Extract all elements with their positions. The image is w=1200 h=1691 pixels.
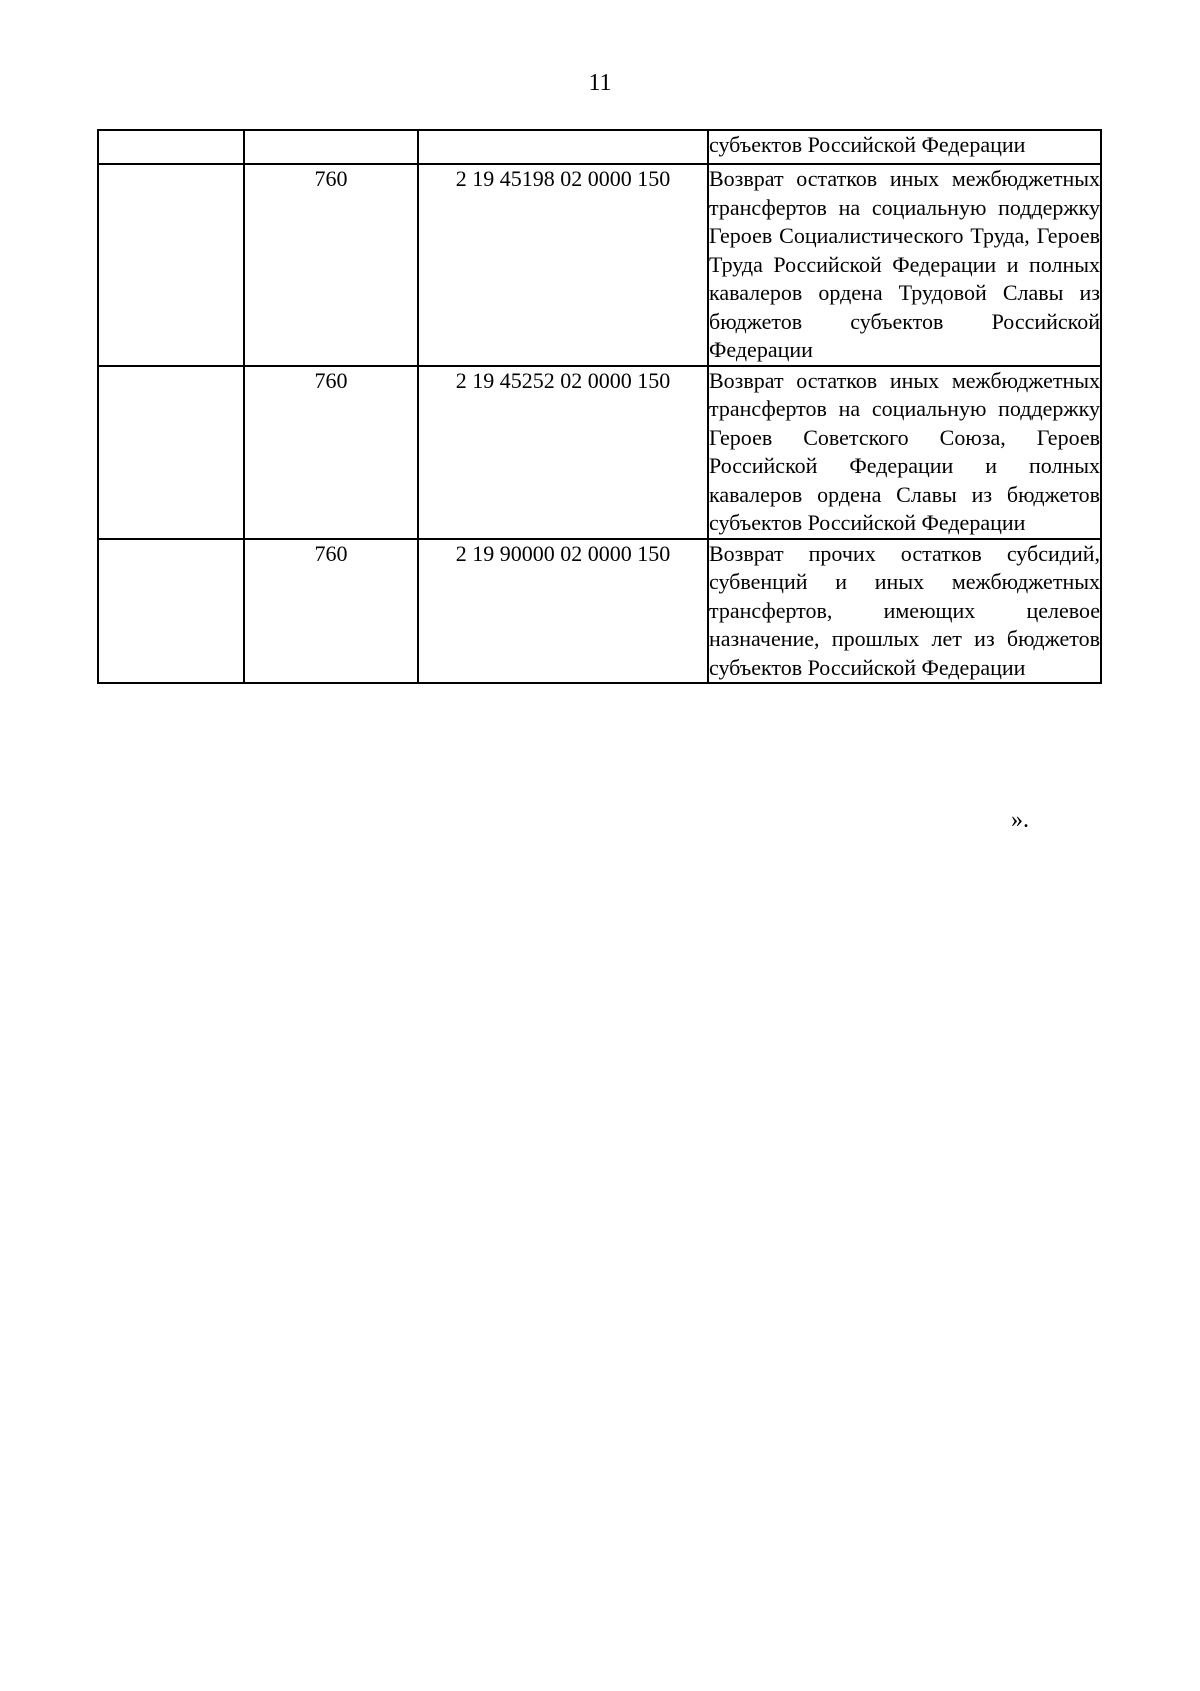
budget-code-cell: 2 19 45198 02 0000 150 [418, 164, 708, 366]
empty-cell [98, 164, 244, 366]
budget-code-cell: 2 19 90000 02 0000 150 [418, 539, 708, 684]
page-number: 11 [588, 70, 612, 96]
table-row [98, 366, 1101, 539]
admin-code-cell: 760 [244, 366, 418, 539]
continuation-text: субъектов Российской Федерации [708, 130, 1101, 164]
table-row-continuation [98, 130, 1101, 164]
empty-cell [98, 539, 244, 684]
description-cell: Возврат остатков иных межбюджетных трансфертов на социальную поддержку Героев Советского Союза, Героев Российской Федерации и полных кавалеров ордена Славы из бюджетов субъектов Российской Федерации [708, 366, 1101, 539]
closing-quote-mark: ». [1011, 807, 1029, 833]
empty-cell [244, 130, 418, 164]
budget-code-cell: 2 19 45252 02 0000 150 [418, 366, 708, 539]
admin-code-cell: 760 [244, 164, 418, 366]
description-cell: Возврат остатков иных межбюджетных трансфертов на социальную поддержку Героев Социалистического Труда, Героев Труда Российской Федерации и полных кавалеров ордена Трудовой Славы из бюджетов субъектов Российской Федерации [708, 164, 1101, 366]
table-row [98, 539, 1101, 684]
description-cell: Возврат прочих остатков субсидий, субвенций и иных межбюджетных трансфертов, имеющих целевое назначение, прошлых лет из бюджетов субъектов Российской Федерации [708, 539, 1101, 684]
empty-cell [98, 130, 244, 164]
table-row [98, 164, 1101, 366]
budget-classification-table [97, 129, 1102, 684]
admin-code-cell: 760 [244, 539, 418, 684]
empty-cell [418, 130, 708, 164]
empty-cell [98, 366, 244, 539]
